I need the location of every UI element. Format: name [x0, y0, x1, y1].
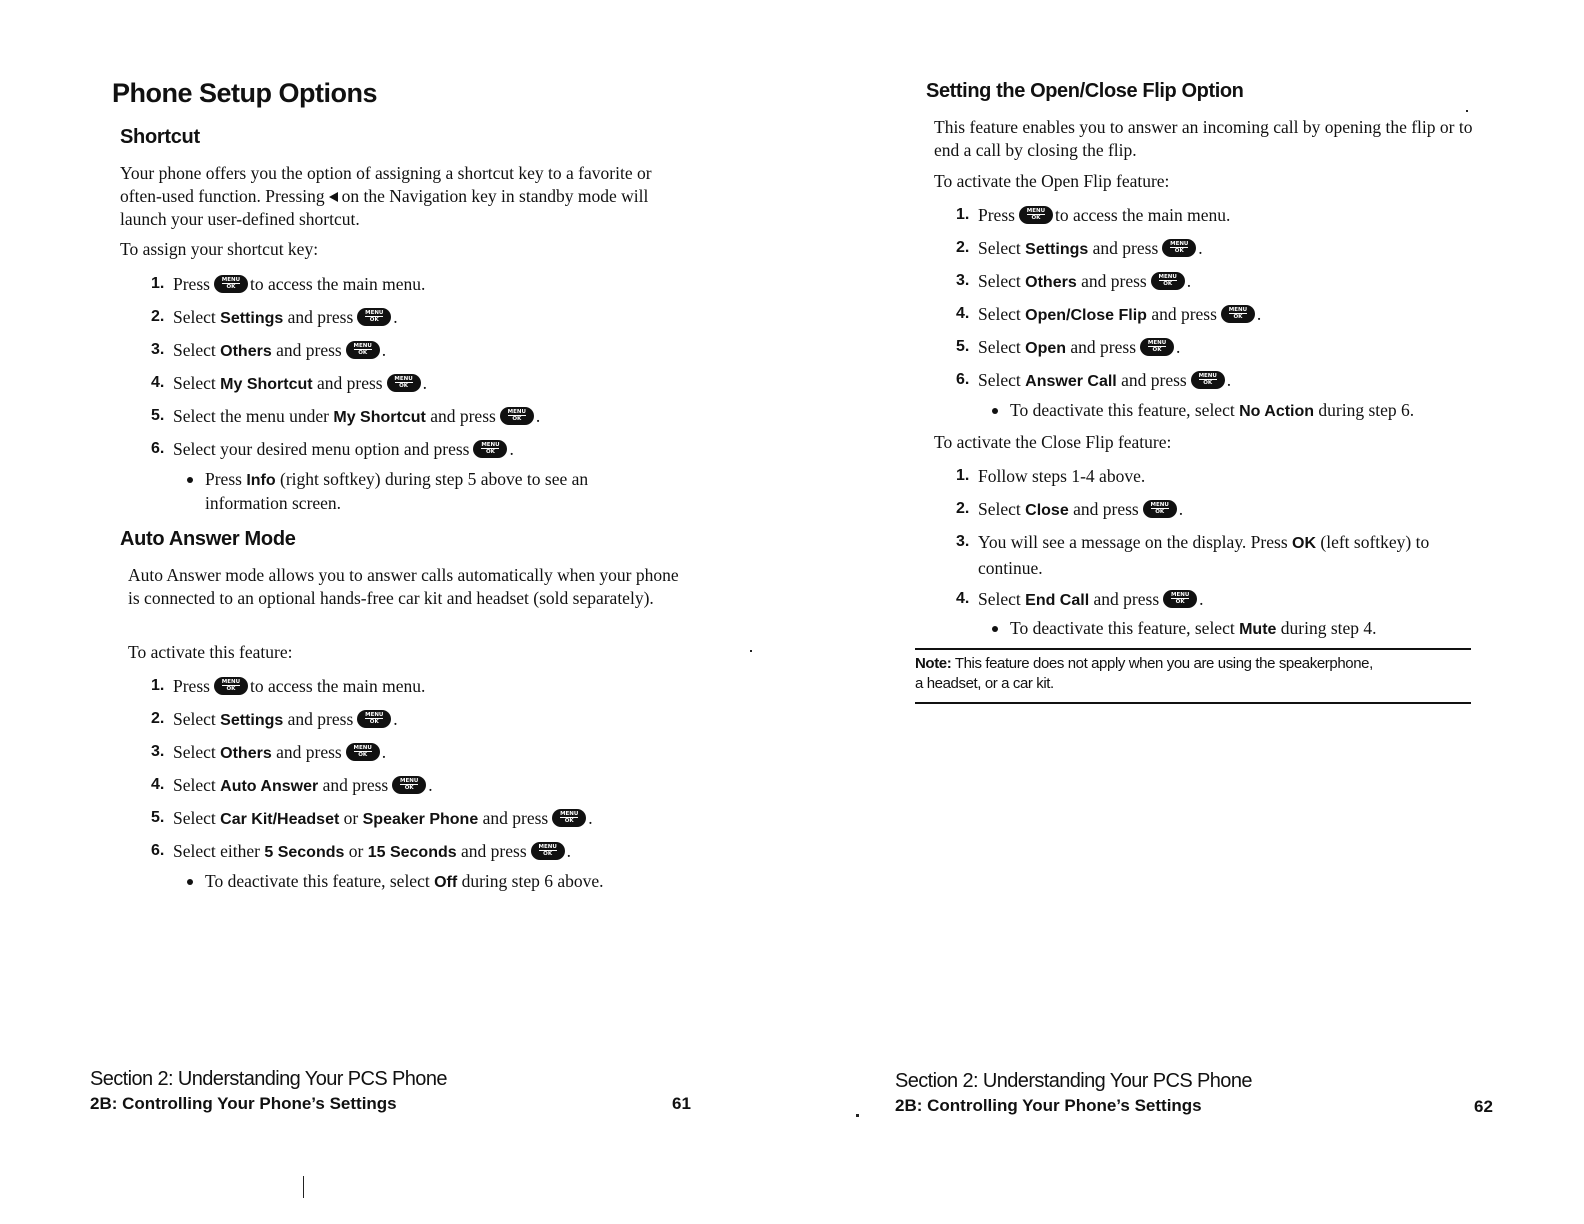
scan-speck — [750, 650, 752, 652]
note-line-1: This feature does not apply when you are using the speakerphone, — [954, 655, 1373, 672]
list-item: 5. Select Open and press MENU OK . — [956, 337, 1181, 357]
menu-ok-key-icon: MENU OK — [214, 677, 248, 695]
note-box — [915, 648, 1471, 704]
menu-ok-key-icon: MENU OK — [1221, 305, 1255, 323]
page-title: Phone Setup Options — [112, 78, 377, 108]
menu-ok-key-icon: MENU OK — [392, 776, 426, 794]
menu-ok-key-icon: MENU OK — [500, 407, 534, 425]
list-item: 6. Select Answer Call and press MENU OK . — [956, 370, 1232, 390]
scan-speck — [856, 1114, 859, 1117]
list-item: 5. Select Car Kit/Headset or Speaker Phone and press MENU OK . — [151, 808, 593, 828]
auto-answer-heading: Auto Answer Mode — [120, 528, 296, 550]
note-text — [915, 654, 1373, 694]
footer-chapter: 2B: Controlling Your Phone’s Settings — [90, 1094, 397, 1113]
menu-ok-key-icon: MENU OK — [1143, 500, 1177, 518]
close-flip-steps — [956, 464, 1496, 620]
list-item: 2. Select Settings and press MENU OK . — [151, 307, 398, 327]
menu-ok-key-icon: MENU OK — [473, 440, 507, 458]
menu-ok-key-icon: MENU OK — [357, 710, 391, 728]
list-item: 1. Press MENU OK to access the main menu. — [151, 676, 426, 696]
list-item: 1. Press MENU OK to access the main menu. — [956, 205, 1231, 225]
menu-ok-key-icon: MENU OK — [1140, 338, 1174, 356]
menu-ok-key-icon: MENU OK — [1191, 371, 1225, 389]
menu-ok-key-icon: MENU OK — [1151, 272, 1185, 290]
bullet-icon — [187, 477, 193, 483]
open-flip-tip: To deactivate this feature, select No Action during step 6. — [988, 399, 1510, 423]
list-item: 3. Select Others and press MENU OK . — [151, 742, 387, 762]
list-item: 6. Select either 5 Seconds or 15 Seconds and press MENU OK . — [151, 841, 572, 861]
auto-answer-tip: To deactivate this feature, select Off during step 6 above. — [183, 870, 685, 894]
menu-ok-key-icon: MENU OK — [214, 275, 248, 293]
navigation-left-arrow-icon — [329, 192, 338, 202]
list-item: 5. Select the menu under My Shortcut and press MENU OK . — [151, 406, 541, 426]
footer-section: Section 2: Understanding Your PCS Phone — [895, 1070, 1252, 1092]
footer-section: Section 2: Understanding Your PCS Phone — [90, 1068, 447, 1090]
menu-ok-key-icon: MENU OK — [1162, 239, 1196, 257]
bullet-icon — [992, 408, 998, 414]
shortcut-steps — [151, 272, 711, 470]
auto-answer-intro: Auto Answer mode allows you to answer calls automatically when your phone is connected to an optional hands-free car kit and headset (sold separately). — [128, 565, 679, 608]
list-item: 6. Select your desired menu option and press MENU OK . — [151, 439, 514, 459]
list-item: 1. Follow steps 1-4 above. — [956, 466, 1146, 486]
shortcut-intro-after: on the Navigation key in standby mode will launch your user-defined shortcut. — [120, 186, 649, 229]
note-line-2: a headset, or a car kit. — [915, 675, 1054, 692]
list-item: 3. Select Others and press MENU OK . — [151, 340, 387, 360]
list-item: 2. Select Close and press MENU OK . — [956, 499, 1184, 519]
open-flip-prompt: To activate the Open Flip feature: — [934, 171, 1170, 191]
right-page — [792, 0, 1584, 1224]
scan-speck — [1466, 110, 1468, 112]
auto-answer-steps — [151, 674, 731, 872]
note-label: Note: — [915, 655, 952, 672]
open-flip-steps — [956, 203, 1516, 401]
close-flip-prompt: To activate the Close Flip feature: — [934, 432, 1172, 452]
list-item: 4. Select Open/Close Flip and press MENU OK . — [956, 304, 1262, 324]
page-number: 61 — [672, 1094, 691, 1113]
flip-option-heading: Setting the Open/Close Flip Option — [926, 80, 1244, 102]
menu-ok-key-icon: MENU OK — [346, 341, 380, 359]
menu-ok-key-icon: MENU OK — [346, 743, 380, 761]
list-item: 4. Select My Shortcut and press MENU OK . — [151, 373, 427, 393]
bullet-icon — [992, 626, 998, 632]
menu-ok-key-icon: MENU OK — [1019, 206, 1053, 224]
list-item: 3. You will see a message on the display. Press OK (left softkey) to continue. — [956, 532, 1430, 578]
list-item: 4. Select Auto Answer and press MENU OK . — [151, 775, 433, 795]
page-number: 62 — [1474, 1097, 1493, 1116]
menu-ok-key-icon: MENU OK — [552, 809, 586, 827]
scan-mark — [303, 1176, 304, 1198]
footer-chapter: 2B: Controlling Your Phone’s Settings — [895, 1096, 1202, 1115]
list-item: 4. Select End Call and press MENU OK . — [956, 589, 1204, 609]
list-item: 2. Select Settings and press MENU OK . — [956, 238, 1203, 258]
shortcut-heading: Shortcut — [120, 126, 200, 148]
auto-answer-prompt: To activate this feature: — [128, 642, 293, 662]
list-item: 3. Select Others and press MENU OK . — [956, 271, 1192, 291]
shortcut-intro-before: Your phone offers you the option of assigning a shortcut key to a favorite or often-used function. Pressing — [120, 163, 652, 206]
list-item: 1. Press MENU OK to access the main menu. — [151, 274, 426, 294]
list-item: 2. Select Settings and press MENU OK . — [151, 709, 398, 729]
menu-ok-key-icon: MENU OK — [387, 374, 421, 392]
shortcut-tip: Press Info (right softkey) during step 5 above to see an information screen. — [183, 468, 665, 515]
menu-ok-key-icon: MENU OK — [531, 842, 565, 860]
flip-intro: This feature enables you to answer an incoming call by opening the flip or to end a call by closing the flip. — [934, 117, 1473, 160]
bullet-icon — [187, 879, 193, 885]
shortcut-intro — [120, 162, 680, 231]
shortcut-prompt: To assign your shortcut key: — [120, 239, 319, 259]
menu-ok-key-icon: MENU OK — [1163, 590, 1197, 608]
menu-ok-key-icon: MENU OK — [357, 308, 391, 326]
close-flip-tip: To deactivate this feature, select Mute during step 4. — [988, 617, 1510, 641]
